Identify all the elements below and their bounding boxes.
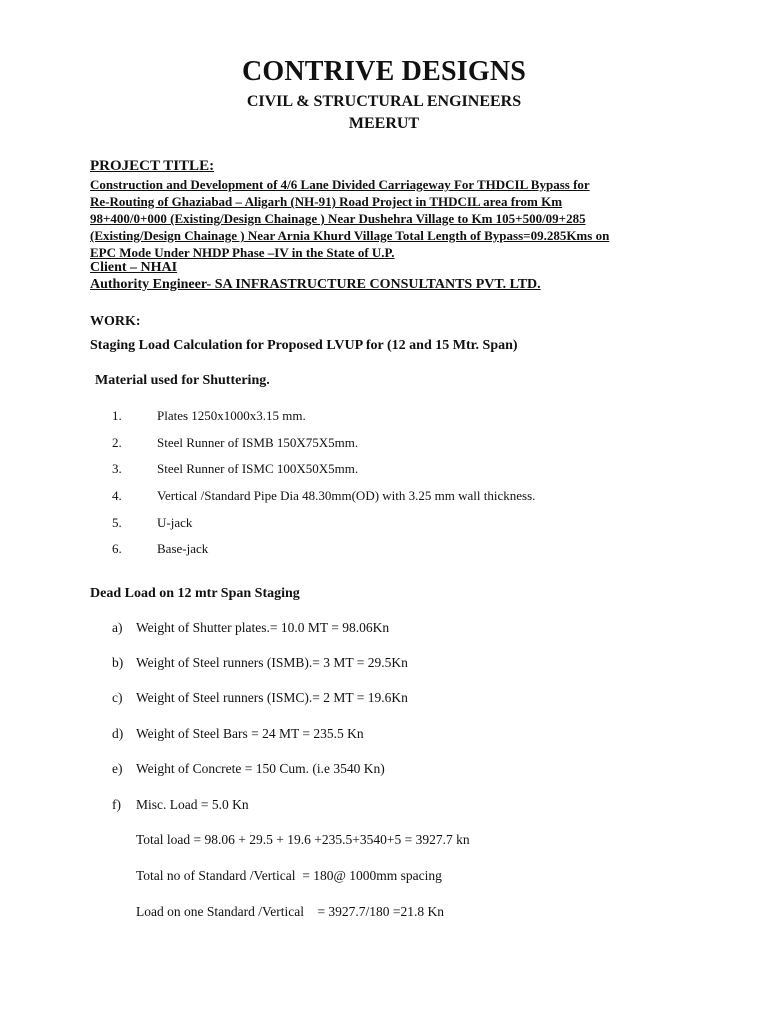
- load-item: Misc. Load = 5.0 Kn: [136, 797, 249, 812]
- list-text: Vertical /Standard Pipe Dia 48.30mm(OD) with 3.25 mm wall thickness.: [157, 488, 536, 503]
- total-verticals-line: Total no of Standard /Vertical = 180@ 1000mm spacing: [136, 868, 442, 883]
- project-line: 98+400/0+000 (Existing/Design Chainage ) Near Dushehra Village to Km 105+500/09+285: [90, 211, 586, 226]
- list-letter: b): [112, 655, 124, 670]
- list-text: Base-jack: [157, 541, 209, 556]
- list-text: Steel Runner of ISMC 100X50X5mm.: [157, 461, 359, 476]
- load-item: Weight of Steel Bars = 24 MT = 235.5 Kn: [136, 726, 364, 741]
- company-subtitle: CIVIL & STRUCTURAL ENGINEERS: [246, 93, 522, 110]
- dead-load-heading: Dead Load on 12 mtr Span Staging: [90, 586, 300, 601]
- list-number: 6.: [112, 541, 122, 556]
- list-letter: d): [112, 726, 124, 741]
- load-item: Weight of Steel runners (ISMB).= 3 MT = 29.5Kn: [136, 655, 408, 670]
- list-letter: a): [112, 620, 123, 635]
- list-number: 1.: [112, 408, 122, 423]
- list-letter: f): [112, 797, 121, 812]
- materials-heading: Material used for Shuttering.: [95, 373, 270, 388]
- list-number: 3.: [112, 461, 122, 476]
- work-description: Staging Load Calculation for Proposed LVUP for (12 and 15 Mtr. Span): [90, 338, 518, 353]
- list-number: 2.: [112, 435, 122, 450]
- total-load-line: Total load = 98.06 + 29.5 + 19.6 +235.5+3540+5 = 3927.7 kn: [136, 832, 470, 847]
- project-line: (Existing/Design Chainage ) Near Arnia Khurd Village Total Length of Bypass=09.285Kms on: [90, 228, 610, 243]
- list-letter: c): [112, 690, 123, 705]
- load-item: Weight of Steel runners (ISMC).= 2 MT = 19.6Kn: [136, 690, 408, 705]
- company-location: MEERUT: [348, 115, 420, 132]
- load-item: Weight of Shutter plates.= 10.0 MT = 98.06Kn: [136, 620, 390, 635]
- authority-engineer-line: Authority Engineer- SA INFRASTRUCTURE CONSULTANTS PVT. LTD.: [90, 277, 541, 292]
- list-text: Steel Runner of ISMB 150X75X5mm.: [157, 435, 359, 450]
- list-text: Plates 1250x1000x3.15 mm.: [157, 408, 306, 423]
- work-label: WORK:: [90, 314, 141, 329]
- load-per-vertical-line: Load on one Standard /Vertical = 3927.7/180 =21.8 Kn: [136, 904, 445, 919]
- list-letter: e): [112, 761, 123, 776]
- project-line: Construction and Development of 4/6 Lane Divided Carriageway For THDCIL Bypass for: [90, 177, 590, 192]
- company-name: CONTRIVE DESIGNS: [241, 56, 527, 87]
- project-line: Re-Routing of Ghaziabad – Aligarh (NH-91) Road Project in THDCIL area from Km: [90, 194, 563, 209]
- client-line: Client – NHAI: [90, 260, 178, 275]
- load-item: Weight of Concrete = 150 Cum. (i.e 3540 Kn): [136, 761, 385, 776]
- list-text: U-jack: [157, 515, 193, 530]
- project-title-label: PROJECT TITLE:: [90, 158, 215, 174]
- list-number: 4.: [112, 488, 122, 503]
- list-number: 5.: [112, 515, 122, 530]
- project-line: EPC Mode Under NHDP Phase –IV in the State of U.P.: [90, 245, 395, 260]
- project-description: [90, 176, 670, 261]
